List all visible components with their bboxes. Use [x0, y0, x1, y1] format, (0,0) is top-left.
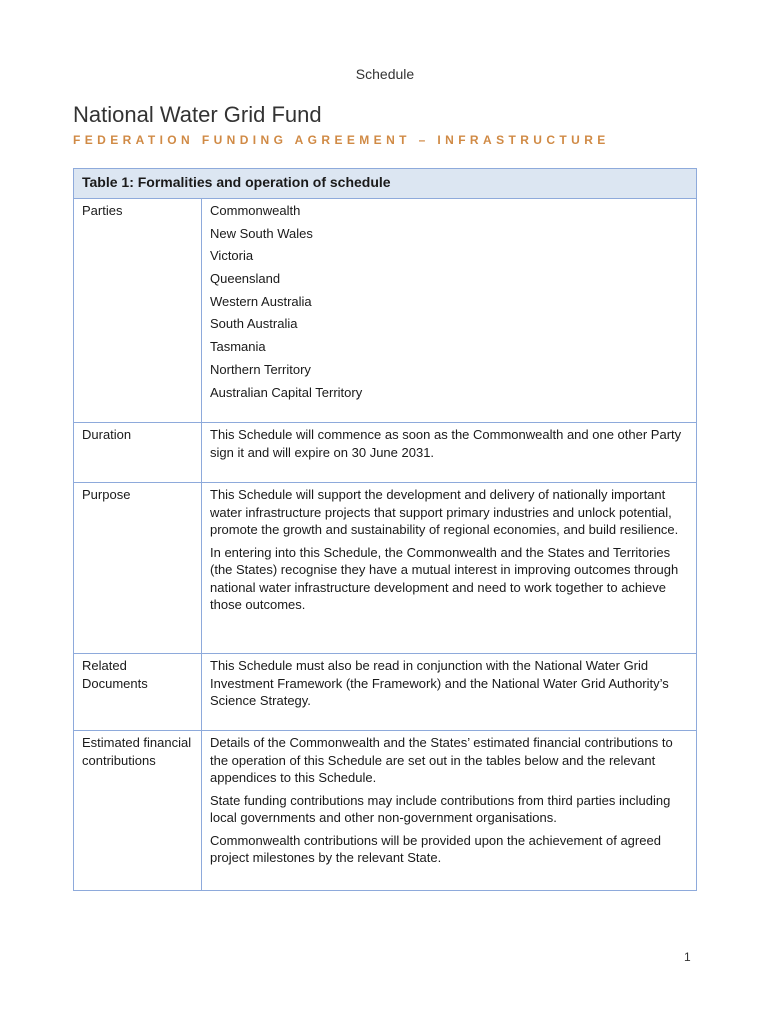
related-documents-text: This Schedule must also be read in conjunction with the National Water Grid Investment Framework (the Framework) and the National Water Grid Authority’s Science Strategy. [202, 654, 697, 731]
row-label-parties: Parties [74, 199, 202, 423]
schedule-table [73, 168, 697, 891]
party-item: South Australia [210, 316, 298, 332]
estimated-contributions-cell [202, 731, 697, 891]
document-subtitle: FEDERATION FUNDING AGREEMENT – INFRASTRUCTURE [73, 133, 610, 147]
party-item: Western Australia [210, 293, 312, 309]
table-row-duration [74, 423, 697, 483]
running-header: Schedule [355, 66, 415, 82]
contributions-paragraph: Details of the Commonwealth and the States’ estimated financial contributions to the operation of this Schedule are set out in the tables below and the relevant appendices to this Schedule. [210, 735, 673, 785]
table-row-parties [74, 199, 697, 423]
table-row-estimated-contributions [74, 731, 697, 891]
table-caption-row [74, 169, 697, 199]
contributions-paragraph: State funding contributions may include contributions from third parties including local governments and other non-government organisations. [210, 792, 671, 825]
duration-text: This Schedule will commence as soon as the Commonwealth and one other Party sign it and will expire on 30 June 2031. [202, 423, 697, 483]
table-row-purpose [74, 483, 697, 654]
party-item: Northern Territory [210, 361, 311, 377]
party-item: Queensland [210, 271, 281, 287]
party-item: Tasmania [210, 339, 266, 355]
row-label-related-documents: Related Documents [74, 654, 202, 731]
table-caption: Table 1: Formalities and operation of schedule [74, 169, 697, 199]
purpose-paragraph: In entering into this Schedule, the Commonwealth and the States and Territories (the States) recognise they have a mutual interest in improving outcomes through national water infrastructure development and need to work together to achieve those outcomes. [210, 544, 679, 612]
row-label-duration: Duration [74, 423, 202, 483]
party-item: Australian Capital Territory [210, 384, 363, 400]
table-row-related-documents [74, 654, 697, 731]
purpose-cell [202, 483, 697, 654]
party-item: Commonwealth [210, 203, 301, 218]
party-item: New South Wales [210, 225, 313, 241]
purpose-paragraph: This Schedule will support the development and delivery of nationally important water infrastructure projects that support primary industries and unlock potential, promote the growth and sustainability of regional economies, and build resilience. [210, 487, 679, 537]
row-label-estimated-contributions: Estimated financial contributions [74, 731, 202, 891]
document-title: National Water Grid Fund [73, 102, 322, 127]
contributions-paragraph: Commonwealth contributions will be provided upon the achievement of agreed project milestones by the relevant State. [210, 832, 661, 865]
page-number: 1 [684, 950, 691, 964]
party-item: Victoria [210, 248, 254, 264]
row-label-purpose: Purpose [74, 483, 202, 654]
parties-list [202, 199, 697, 423]
